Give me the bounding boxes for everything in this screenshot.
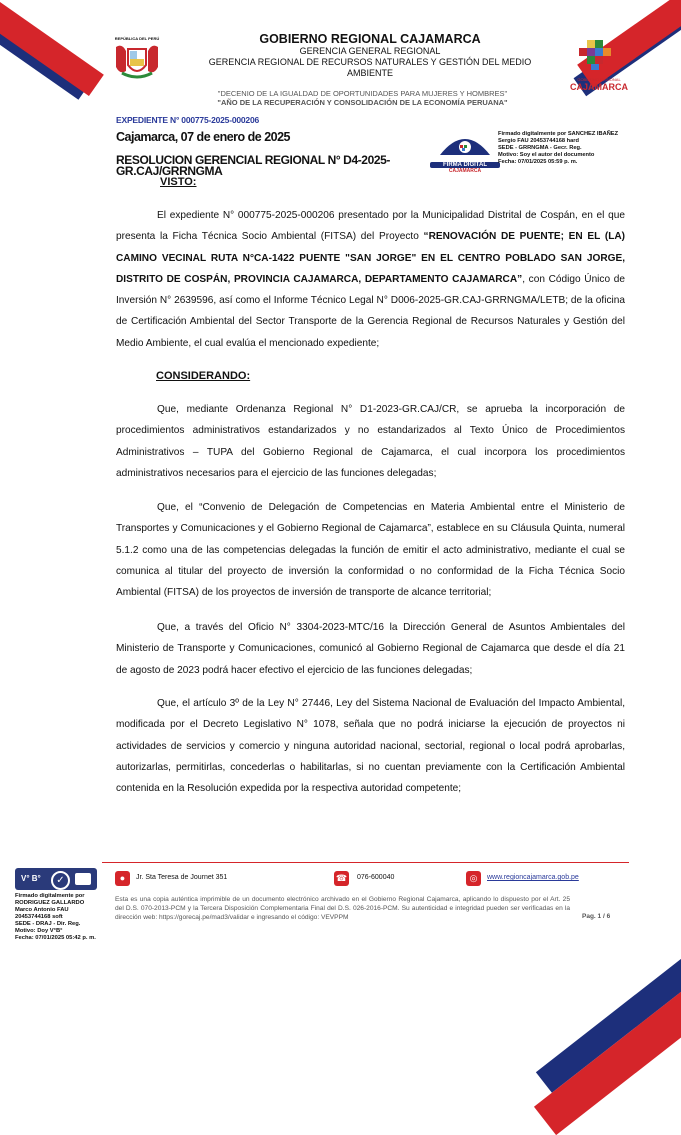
- globe-icon: ◎: [466, 871, 481, 886]
- cajamarca-emblem-icon: [567, 38, 631, 72]
- badge-sublabel: CAJAMARCA: [448, 168, 482, 174]
- paragraph-text: Que, a través del Oficio N° 3304-2023-MTC/16 la Dirección General de Asuntos Ambientales del Ministerio de Transporte y Comunicaciones, comunicó al Gobierno Regional de Cajamarca que desde el día 21 de agosto de 2023 podrá hacer efectivo el ejercicio de las funciones delegadas;: [116, 622, 625, 676]
- footer-phone: 076-600040: [357, 874, 395, 881]
- firma-digital-badge: [430, 129, 500, 174]
- location-icon: ●: [115, 871, 130, 886]
- paragraph-text: , con Código Único de Inversión N° 2639596, así como el Informe Técnico Legal N° D006-2025-GR.CAJ-GRRNGMA/LETB; de la oficina de Certificación Ambiental del Sector Transporte de la Gerencia Regional de Recursos Naturales y Gestión del Medio Ambiente, el cual evalúa el mencionado expediente;: [116, 273, 625, 349]
- paragraph-considerando-4: [116, 693, 625, 799]
- sig-line: Fecha: 07/01/2025 05:59 p. m.: [498, 159, 578, 165]
- sig-line: SEDE - GRRNGMA - Gecr. Reg.: [498, 145, 582, 151]
- paragraph-visto: [116, 205, 625, 354]
- footer-website-link[interactable]: www.regioncajamarca.gob.pe: [487, 874, 579, 881]
- phone-icon: ☎: [334, 871, 349, 886]
- paragraph-text: Que, mediante Ordenanza Regional N° D1-2023-GR.CAJ/CR, se aprueba la incorporación de procedimientos administrativos estandarizados y no estandarizados al Texto Único de Procedimientos Administrativos – TUPA del Gobierno Regional de Cajamarca, el cual incorpora los procedimientos administrativos necesarios para el ejercicio de las funciones delegadas;: [116, 404, 625, 479]
- decree-line1: "DECENIO DE LA IGUALDAD DE OPORTUNIDADES PARA MUJERES Y HOMBRES": [217, 89, 508, 98]
- visto-heading: VISTO:: [160, 176, 197, 188]
- sig-line: Fecha: 07/01/2025 05:42 p. m.: [15, 935, 96, 941]
- footer-address: Jr. Sta Teresa de Journet 351: [136, 874, 228, 881]
- sig-line: Sergio FAU 20453744168 hard: [498, 138, 579, 144]
- resolution-title: RESOLUCION GERENCIAL REGIONAL N° D4-2025-GR.CAJ/GRRNGMA: [116, 153, 391, 178]
- badge-label: FIRMA DIGITAL: [430, 162, 500, 168]
- sig-line: Firmado digitalmente por SANCHEZ IBAÑEZ: [498, 131, 619, 137]
- page-number: Pag. 1 / 6: [582, 913, 611, 920]
- sig-line: Firmado digitalmente por: [15, 893, 85, 899]
- sig-line: 20453744168 soft: [15, 914, 63, 920]
- paragraph-text: Que, el artículo 3º de la Ley N° 27446, Ley del Sistema Nacional de Evaluación del Impacto Ambiental, modificada por el Decreto Legislativo N° 1078, señala que no podrá iniciarse la ejecución de proyectos ni actividades de servicios y comercio y ninguna autoridad nacional, sectorial, regional o local podrá aprobarlas, autorizarlas, permitirlas, concederlas o habilitarlas, si no cuentan previamente con la Certificación Ambiental contenida en la Resolución expedida por la respectiva autoridad competente;: [116, 698, 625, 795]
- vb-label: V° B°: [21, 874, 41, 883]
- logo-caption-small: GOBIERNO REGIONAL: [577, 77, 621, 82]
- paragraph-text: Que, el “Convenio de Delegación de Competencias en Materia Ambiental entre el Ministerio de Transportes y Comunicaciones y el Gobierno Regional de Cajamarca”, establece en su Cláusula Quinta, numeral 5.1.2 como una de las competencias delegadas la función de emitir el acto administrativo, mediante el cual se comunica al titular del proyecto de inversión la conformidad o no conformidad de la Ficha Técnica Socio Ambiental (FITSA) de los proyectos de inversión de transporte de alcance territorial;: [116, 502, 625, 599]
- header-line1: GERENCIA GENERAL REGIONAL: [299, 46, 441, 56]
- document-date: Cajamarca, 07 de enero de 2025: [116, 130, 291, 144]
- sig-line: Marco Antonio FAU: [15, 907, 69, 913]
- expediente-number: EXPEDIENTE N° 000775-2025-000206: [116, 115, 260, 125]
- emblem-icon: [75, 873, 91, 885]
- header-title: GOBIERNO REGIONAL CAJAMARCA: [259, 32, 481, 46]
- header-line2: GERENCIA REGIONAL DE RECURSOS NATURALES Y GESTIÓN DEL MEDIO AMBIENTE: [208, 57, 532, 78]
- header-block: [195, 32, 545, 79]
- paragraph-considerando-2: [116, 497, 625, 603]
- project-name: “RENOVACIÓN DE PUENTE; EN EL (LA) CAMINO VECINAL RUTA N°CA-1422 PUENTE "SAN JORGE" EN EL CENTRO POBLADO SAN JORGE, DISTRITO DE COSPÁN, PROVINCIA CAJAMARCA, DEPARTAMENTO CAJAMARCA”: [116, 231, 626, 285]
- logo-caption-big: CAJAMARCA: [570, 82, 628, 92]
- sig-line: RODRIGUEZ GALLARDO: [15, 900, 85, 906]
- check-icon: ✓: [51, 871, 70, 890]
- decree-text: [190, 89, 535, 107]
- logo-caption: REPÚBLICA DEL PERÚ: [114, 36, 160, 41]
- decree-line2: "AÑO DE LA RECUPERACIÓN Y CONSOLIDACIÓN DE LA ECONOMÍA PERUANA": [217, 98, 508, 107]
- footer-authenticity-note: Esta es una copia auténtica imprimible de un documento electrónico archivado en el Gobierno Regional Cajamarca, aplicando lo dispuesto por el Art. 25 del D.S. 070-2013-PCM y la Tercera Disposición Complementaria Final del D.S. 026-2016-PCM. Su autenticidad e integridad pueden ser verificadas en la dirección web: https://gorecaj.pe/mad3/validar e ingresando el código: VEVPPM: [115, 896, 570, 922]
- sig-line: Motivo: Doy V°B°: [15, 928, 63, 934]
- cajamarca-logo: [567, 38, 631, 90]
- sig-line: SEDE - DRAJ - Dir. Reg.: [15, 921, 81, 927]
- considerando-heading: CONSIDERANDO:: [156, 370, 251, 382]
- digital-signature-info: [498, 131, 618, 166]
- footer-divider: [102, 862, 629, 863]
- sig-line: Motivo: Soy el autor del documento: [498, 152, 595, 158]
- peru-coat-of-arms-logo: [112, 36, 162, 84]
- paragraph-text: El expediente N° 000775-2025-000206 presentado por la Municipalidad Distrital de Cospán, en el que presenta la Ficha Técnica Socio Ambiental (FITSA) del Proyecto: [116, 210, 625, 243]
- paragraph-considerando-3: [116, 617, 625, 681]
- paragraph-considerando-1: [116, 399, 625, 484]
- vb-signature-info: [15, 893, 105, 942]
- visto-bueno-stamp: [15, 868, 97, 890]
